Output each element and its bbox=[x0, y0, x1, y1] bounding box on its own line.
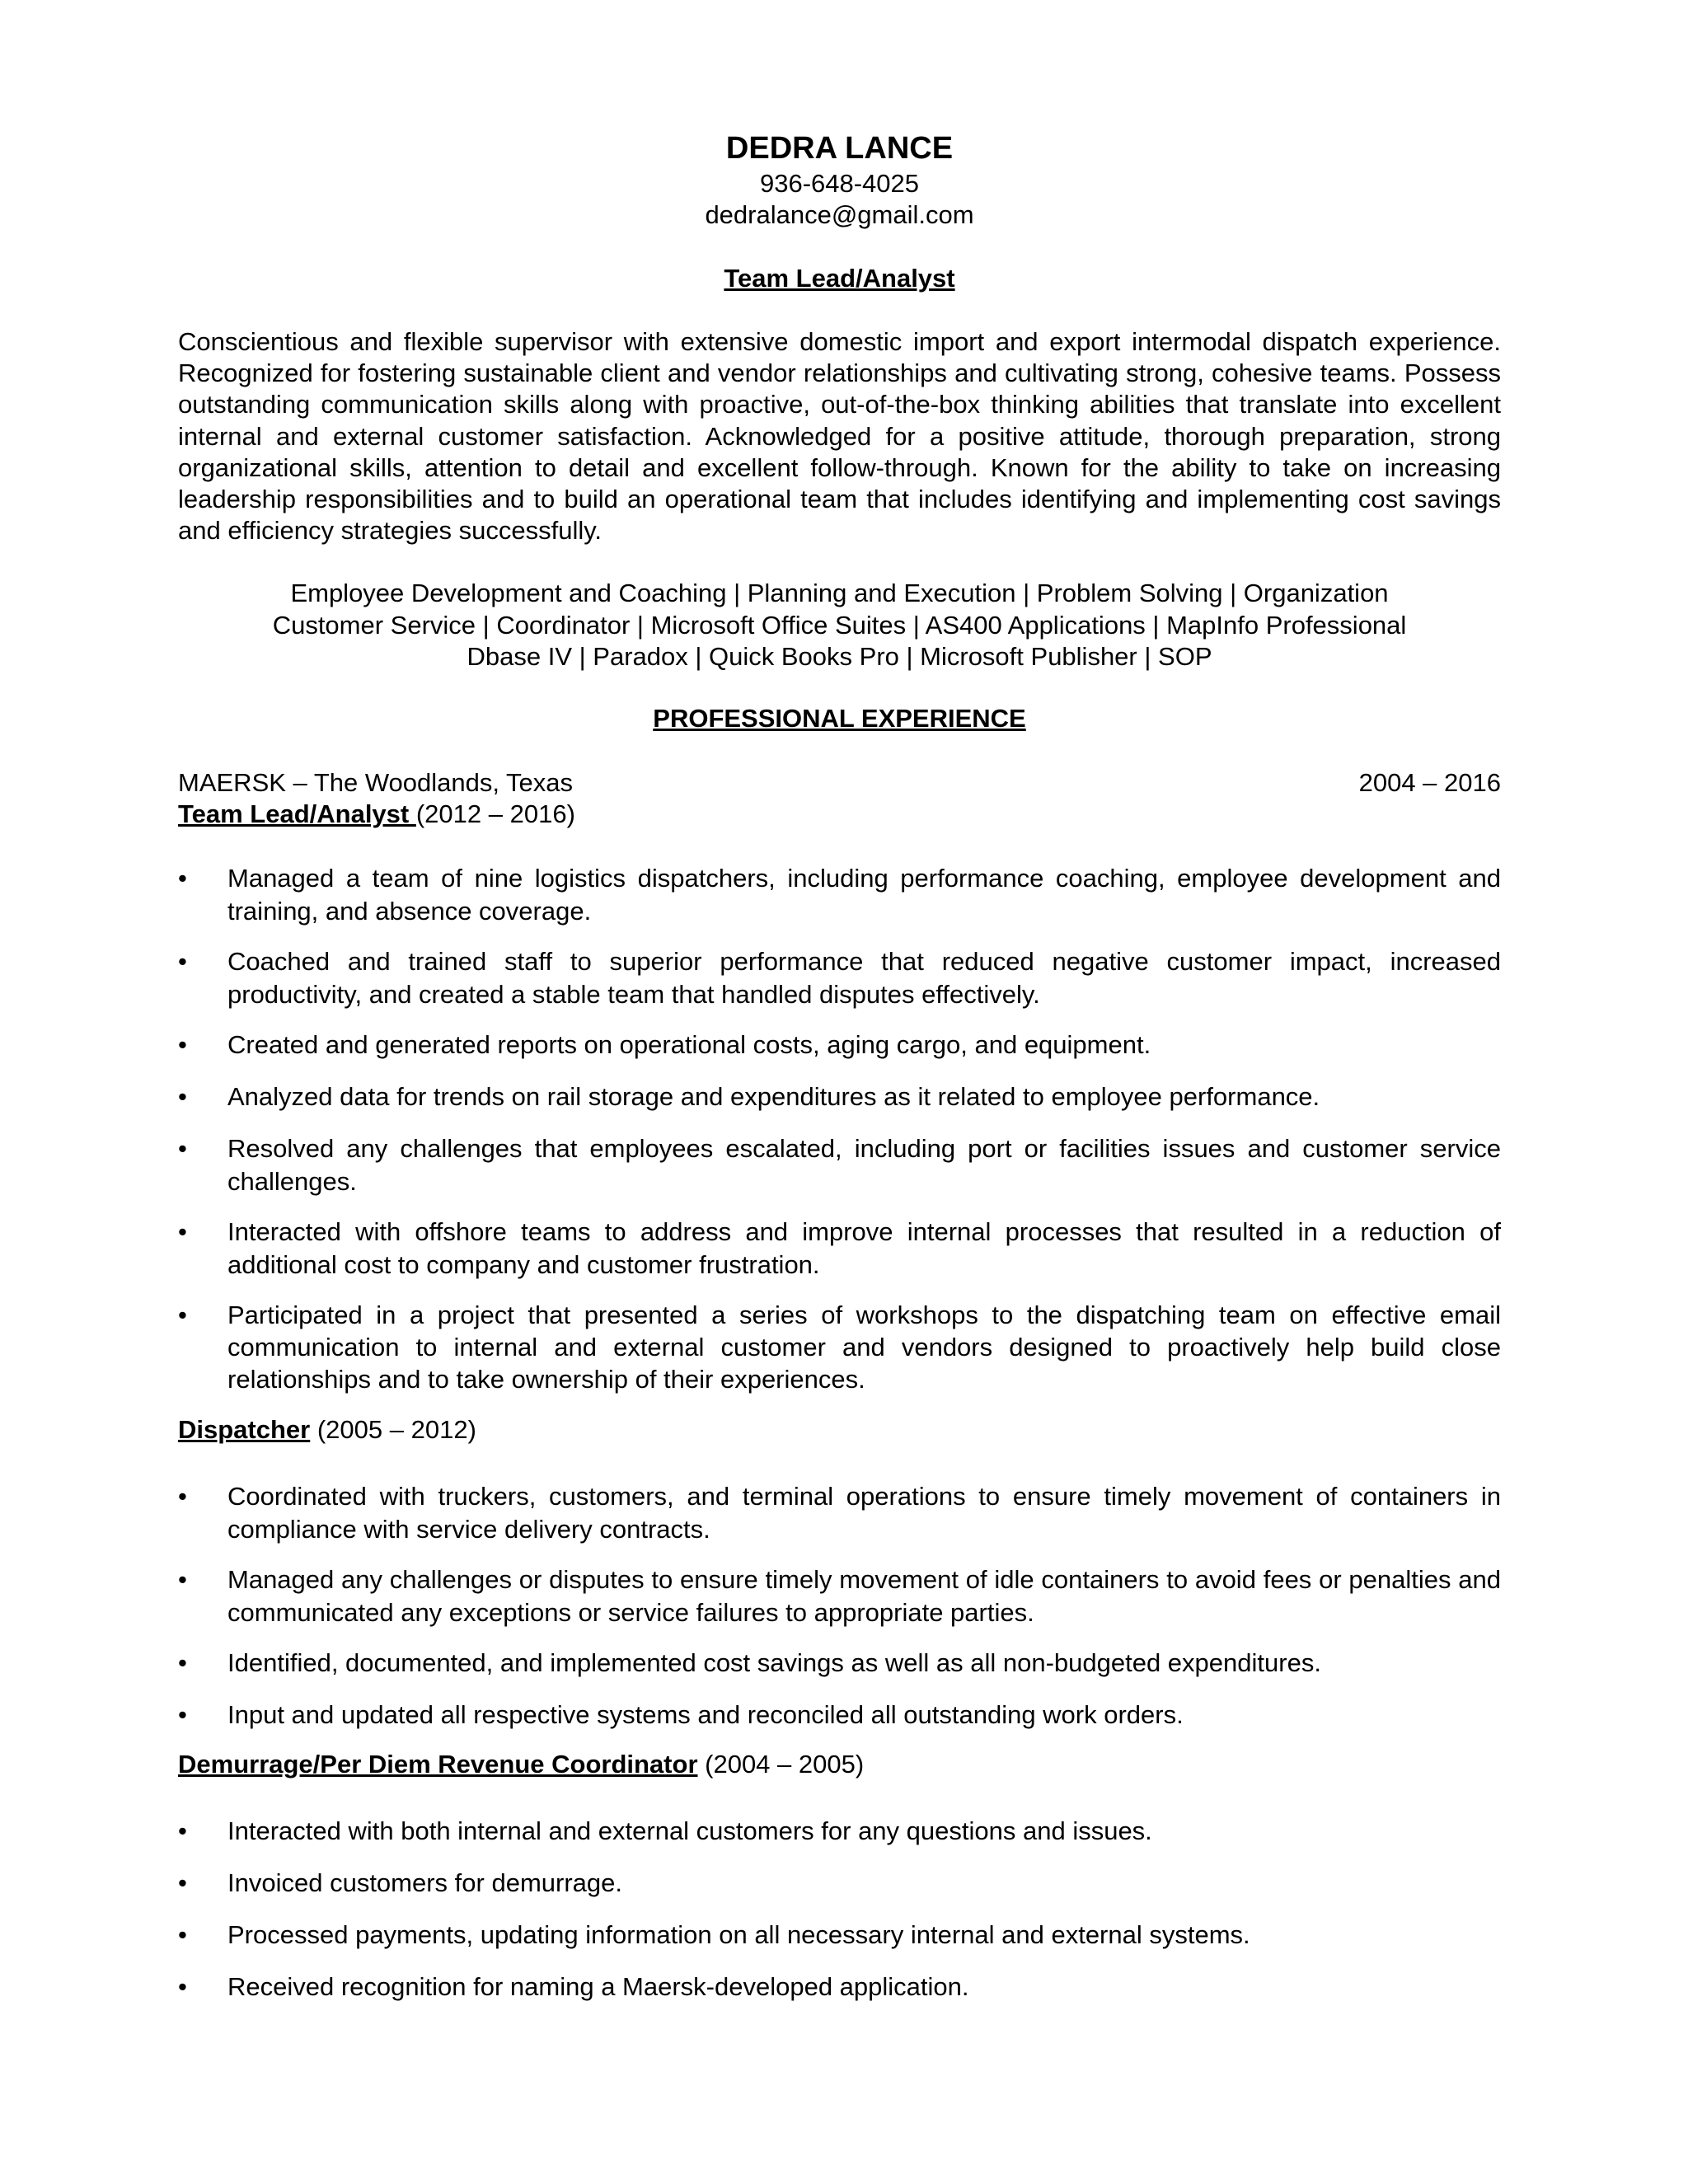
bullet-dot: • bbox=[178, 1030, 187, 1059]
bullet-dot: • bbox=[178, 1217, 187, 1246]
bullet-dot: • bbox=[178, 947, 187, 976]
bullet-item bbox=[178, 1971, 1501, 2004]
bullet-dot: • bbox=[178, 1082, 187, 1111]
employer-dates: 2004 – 2016 bbox=[1358, 768, 1501, 797]
bullet-item bbox=[178, 1480, 1501, 1546]
bullet-dot: • bbox=[178, 1920, 187, 1949]
role-dates: (2012 – 2016) bbox=[415, 799, 575, 828]
bullet-item bbox=[178, 1080, 1501, 1113]
bullet-text: Analyzed data for trends on rail storage and expenditures as it related to employee performance. bbox=[227, 1082, 1320, 1111]
bullet-item bbox=[178, 1815, 1501, 1848]
bullet-dot: • bbox=[178, 1700, 187, 1729]
bullet-item bbox=[178, 945, 1501, 1011]
bullet-text: Received recognition for naming a Maersk-developed application. bbox=[227, 1972, 969, 2001]
bullet-text: Interacted with offshore teams to address and improve internal processes that resulted in a reduction of additional cost to company and customer frustration. bbox=[227, 1217, 1501, 1279]
resume-page bbox=[178, 0, 1501, 2184]
bullet-text: Participated in a project that presented a series of workshops to the dispatching team on effective email communication to internal and external customer and vendors designed to proactively help build close relationships and to take ownership of their experiences. bbox=[227, 1301, 1501, 1394]
role-title: Team Lead/Analyst bbox=[178, 799, 416, 828]
section-heading-experience: PROFESSIONAL EXPERIENCE bbox=[653, 704, 1026, 733]
bullet-item bbox=[178, 1919, 1501, 1952]
email-address: dedralance@gmail.com bbox=[705, 200, 974, 229]
bullet-text: Invoiced customers for demurrage. bbox=[227, 1868, 622, 1897]
role-heading bbox=[178, 799, 1501, 830]
phone-number: 936-648-4025 bbox=[759, 169, 920, 198]
bullet-dot: • bbox=[178, 1972, 187, 2001]
employer-row bbox=[178, 767, 1501, 799]
skills-line: Dbase IV | Paradox | Quick Books Pro | Microsoft Publisher | SOP bbox=[467, 642, 1212, 671]
bullet-dot: • bbox=[178, 1134, 187, 1163]
role-heading bbox=[178, 1414, 1501, 1446]
bullet-dot: • bbox=[178, 1868, 187, 1897]
bullet-text: Coached and trained staff to superior performance that reduced negative customer impact, increased productivity, and created a stable team that handled disputes effectively. bbox=[227, 947, 1501, 1009]
bullet-dot: • bbox=[178, 1816, 187, 1845]
bullet-text: Processed payments, updating information on all necessary internal and external systems. bbox=[227, 1920, 1250, 1949]
bullet-item bbox=[178, 1647, 1501, 1680]
bullet-text: Identified, documented, and implemented cost savings as well as all non-budgeted expenditures. bbox=[227, 1648, 1321, 1677]
skills-list bbox=[178, 578, 1501, 673]
role-heading bbox=[178, 1749, 1501, 1780]
objective-title: Team Lead/Analyst bbox=[724, 264, 955, 293]
bullet-item bbox=[178, 1867, 1501, 1900]
bullet-text: Managed a team of nine logistics dispatchers, including performance coaching, employee development and training, and absence coverage. bbox=[227, 864, 1501, 926]
bullet-text: Resolved any challenges that employees escalated, including port or facilities issues and customer service challenges. bbox=[227, 1134, 1501, 1196]
candidate-name: DEDRA LANCE bbox=[725, 131, 954, 166]
role-dates: (2005 – 2012) bbox=[316, 1415, 476, 1444]
bullet-item bbox=[178, 1699, 1501, 1732]
bullet-dot: • bbox=[178, 1482, 187, 1511]
bullet-text: Managed any challenges or disputes to ensure timely movement of idle containers to avoid fees or penalties and communicated any exceptions or service failures to appropriate parties. bbox=[227, 1565, 1501, 1627]
bullet-dot: • bbox=[178, 1648, 187, 1677]
bullet-text: Input and updated all respective systems and reconciled all outstanding work orders. bbox=[227, 1700, 1184, 1729]
bullet-item bbox=[178, 1563, 1501, 1629]
role-title: Dispatcher bbox=[178, 1415, 311, 1444]
bullet-item bbox=[178, 1299, 1501, 1395]
bullet-item bbox=[178, 862, 1501, 928]
skills-line: Customer Service | Coordinator | Microsoft Office Suites | AS400 Applications | MapInfo Professional bbox=[272, 610, 1407, 640]
summary-paragraph: Conscientious and flexible supervisor with extensive domestic import and export intermodal dispatch experience. Recognized for fostering sustainable client and vendor relationships and cultivating strong, cohesive teams. Possess outstanding communication skills along with proactive, out-of-the-box thinking abilities that translate into excellent internal and external customer satisfaction. Acknowledged for a positive attitude, thorough preparation, strong organizational skills, attention to detail and excellent follow-through. Known for the ability to take on increasing leadership responsibilities and to build an operational team that includes identifying and implementing cost savings and efficiency strategies successfully. bbox=[178, 327, 1501, 546]
bullet-dot: • bbox=[178, 1301, 187, 1329]
bullet-text: Created and generated reports on operational costs, aging cargo, and equipment. bbox=[227, 1030, 1151, 1059]
skills-line: Employee Development and Coaching | Planning and Execution | Problem Solving | Organization bbox=[290, 579, 1389, 607]
bullet-dot: • bbox=[178, 864, 187, 893]
bullet-text: Interacted with both internal and external customers for any questions and issues. bbox=[227, 1816, 1152, 1845]
bullet-item bbox=[178, 1132, 1501, 1198]
bullet-item bbox=[178, 1216, 1501, 1282]
role-title: Demurrage/Per Diem Revenue Coordinator bbox=[178, 1750, 698, 1779]
bullet-text: Coordinated with truckers, customers, and terminal operations to ensure timely movement of containers in compliance with service delivery contracts. bbox=[227, 1482, 1501, 1544]
bullet-item bbox=[178, 1029, 1501, 1062]
bullet-dot: • bbox=[178, 1565, 187, 1594]
role-dates: (2004 – 2005) bbox=[705, 1750, 865, 1779]
employer-name: MAERSK – The Woodlands, Texas bbox=[178, 768, 574, 797]
